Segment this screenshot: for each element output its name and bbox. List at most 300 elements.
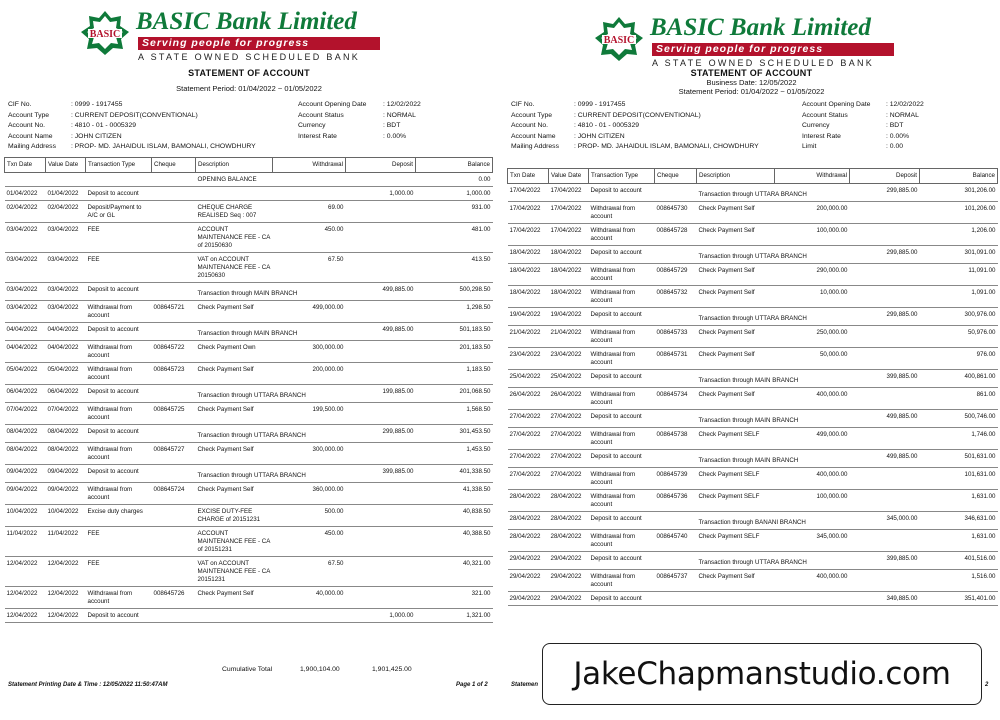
page-number: Page 1 of 2 [456, 682, 488, 688]
deposit-cell: 299,885.00 [382, 428, 414, 435]
withdrawal-cell: 40,000.00 [315, 590, 344, 597]
txn-date-cell: 17/04/2022 [509, 205, 541, 212]
table-header [508, 169, 998, 184]
interest-rate-label: Interest Rate [298, 132, 337, 140]
table-row [508, 348, 998, 370]
cheque-cell: 008645726 [153, 590, 185, 597]
txn-date-cell: 03/04/2022 [6, 304, 38, 311]
balance-cell: 1,183.50 [466, 366, 491, 373]
table-row [508, 184, 998, 202]
txn-date-cell: 18/04/2022 [509, 267, 541, 274]
value-date-cell: 17/04/2022 [550, 205, 582, 212]
cheque-cell: 008645734 [656, 391, 688, 398]
opening-date-label: Account Opening Date [802, 101, 871, 108]
txn-date-cell: 29/04/2022 [509, 555, 541, 562]
account-type-value: : CURRENT DEPOSIT(CONVENTIONAL) [71, 111, 198, 119]
cheque-cell: 008645724 [153, 486, 185, 493]
opening-date-value: : 12/02/2022 [886, 101, 924, 108]
description-cell: Check Payment SELF [698, 493, 760, 500]
col-cheque: Cheque [655, 169, 697, 184]
description-cell: Check Payment SELF [698, 431, 760, 438]
balance-cell: 1,746.00 [971, 431, 996, 438]
balance-cell: 0.00 [478, 176, 491, 183]
cif-value: : 0999 - 1917455 [71, 101, 123, 108]
cheque-cell: 008645722 [153, 344, 185, 351]
account-name-value: : JOHN CITIZEN [71, 132, 122, 140]
account-no-label: Account No. [8, 122, 46, 129]
balance-cell: 40,388.50 [462, 530, 491, 537]
cheque-cell: 008645740 [656, 533, 688, 540]
cheque-cell: 008645731 [656, 351, 688, 358]
description-cell: Check Payment SELF [698, 471, 760, 478]
withdrawal-cell: 400,000.00 [816, 573, 848, 580]
table-row [5, 323, 493, 341]
interest-rate-value: : 0.00% [886, 132, 910, 140]
statement-period: Statement Period: 01/04/2022 ~ 01/05/2022 [176, 84, 322, 93]
withdrawal-cell: 450.00 [324, 530, 344, 537]
deposit-cell: 399,885.00 [382, 468, 414, 475]
transaction-branch-note: Transaction through UTTARA BRANCH [698, 191, 807, 198]
value-date-cell: 29/04/2022 [550, 555, 582, 562]
value-date-cell: 05/04/2022 [47, 366, 79, 373]
deposit-cell: 299,885.00 [886, 187, 918, 194]
transactions-table [507, 168, 998, 606]
deposit-cell: 399,885.00 [886, 555, 918, 562]
value-date-cell: 27/04/2022 [550, 471, 582, 478]
table-row [5, 609, 493, 623]
account-no-label: Account No. [511, 122, 549, 129]
balance-cell: 400,861.00 [964, 373, 996, 380]
table-row [508, 264, 998, 286]
deposit-cell: 1,000.00 [389, 612, 414, 619]
value-date-cell: 06/04/2022 [47, 388, 79, 395]
transaction-branch-note: Transaction through UTTARA BRANCH [698, 253, 807, 260]
value-date-cell: 27/04/2022 [550, 431, 582, 438]
account-no-value: : 4810 - 01 - 0005329 [71, 122, 136, 129]
table-row [5, 341, 493, 363]
transaction-type-cell: Deposit to account [590, 555, 642, 562]
bank-header [80, 8, 400, 66]
balance-cell: 1,453.50 [466, 446, 491, 453]
balance-cell: 40,838.50 [462, 508, 491, 515]
balance-cell: 976.00 [976, 351, 996, 358]
cheque-cell: 008645728 [656, 227, 688, 234]
description-cell: Check Payment Self [197, 446, 254, 453]
cheque-cell: 008645730 [656, 205, 688, 212]
value-date-cell: 17/04/2022 [550, 227, 582, 234]
table-row [508, 490, 998, 512]
balance-cell: 1,000.00 [466, 190, 491, 197]
txn-date-cell: 18/04/2022 [509, 289, 541, 296]
table-row [5, 505, 493, 527]
transaction-type-cell: Deposit to account [87, 286, 139, 293]
description-cell: ACCOUNT MAINTENANCE FEE - CA of 20150630 [197, 226, 271, 249]
value-date-cell: 02/04/2022 [47, 204, 79, 211]
value-date-cell: 12/04/2022 [47, 590, 79, 597]
balance-cell: 346,631.00 [964, 515, 996, 522]
balance-cell: 301,206.00 [964, 187, 996, 194]
table-row [508, 246, 998, 264]
txn-date-cell: 04/04/2022 [6, 344, 38, 351]
business-date: Business Date: 12/05/2022 [706, 78, 797, 87]
table-row [508, 410, 998, 428]
transaction-type-cell: Withdrawal from account [87, 446, 133, 461]
interest-rate-label: Interest Rate [802, 132, 841, 140]
table-row [5, 283, 493, 301]
statement-page-2 [503, 0, 1000, 720]
balance-cell: 50,976.00 [967, 329, 996, 336]
cheque-cell: 008645732 [656, 289, 688, 296]
balance-cell: 101,206.00 [964, 205, 996, 212]
table-row [5, 301, 493, 323]
balance-cell: 1,091.00 [971, 289, 996, 296]
mailing-address-label: Mailing Address [511, 143, 559, 150]
transaction-type-cell: Withdrawal from account [590, 227, 636, 242]
value-date-cell: 04/04/2022 [47, 344, 79, 351]
account-info [8, 100, 488, 153]
balance-cell: 861.00 [976, 391, 996, 398]
col-value-date: Value Date [46, 158, 86, 173]
mailing-address-value: : PROP- MD. JAHAIDUL ISLAM, BAMONALI, CHOWDHURY [574, 143, 759, 150]
table-row [5, 465, 493, 483]
value-date-cell: 11/04/2022 [47, 530, 79, 537]
description-cell: Check Payment Self [197, 406, 254, 413]
transaction-type-cell: Withdrawal from account [87, 486, 133, 501]
bank-state-line: A STATE OWNED SCHEDULED BANK [138, 52, 361, 62]
description-cell: ACCOUNT MAINTENANCE FEE - CA of 20151231 [197, 530, 271, 553]
txn-date-cell: 05/04/2022 [6, 366, 38, 373]
balance-cell: 300,976.00 [964, 311, 996, 318]
transaction-type-cell: Withdrawal from account [590, 267, 636, 282]
txn-date-cell: 09/04/2022 [6, 468, 38, 475]
description-cell: Check Payment Self [698, 267, 755, 274]
transaction-type-cell: Deposit to account [87, 388, 139, 395]
logo-text: BASIC [603, 35, 635, 46]
interest-rate-value: : 0.00% [383, 132, 407, 140]
currency-label: Currency [298, 122, 326, 129]
balance-cell: 1,631.00 [971, 533, 996, 540]
transaction-type-cell: Deposit/Payment to A/C or GL [87, 204, 142, 219]
description-cell: Check Payment Self [197, 366, 254, 373]
table-row [5, 557, 493, 587]
withdrawal-cell: 300,000.00 [312, 446, 344, 453]
deposit-cell: 345,000.00 [886, 515, 918, 522]
limit-label: Limit [802, 143, 817, 150]
table-row [508, 570, 998, 592]
statement-page-1 [0, 0, 498, 720]
table-row [508, 388, 998, 410]
withdrawal-cell: 500.00 [324, 508, 344, 515]
bank-tagline: Serving people for progress [652, 43, 894, 56]
bank-logo-icon [594, 16, 644, 62]
table-row [5, 443, 493, 465]
col-deposit: Deposit [850, 169, 920, 184]
table-row [508, 428, 998, 450]
balance-cell: 201,068.50 [459, 388, 491, 395]
txn-date-cell: 17/04/2022 [509, 187, 541, 194]
value-date-cell: 25/04/2022 [550, 373, 582, 380]
transaction-type-cell: Withdrawal from account [590, 431, 636, 446]
value-date-cell: 03/04/2022 [47, 226, 79, 233]
balance-cell: 41,338.50 [462, 486, 491, 493]
transaction-type-cell: Excise duty charges [87, 508, 143, 515]
withdrawal-cell: 50,000.00 [819, 351, 848, 358]
account-status-label: Account Status [802, 111, 848, 119]
value-date-cell: 04/04/2022 [47, 326, 79, 333]
bank-header [594, 14, 914, 72]
bank-logo-icon [80, 10, 130, 56]
transaction-type-cell: Deposit to account [87, 612, 139, 619]
value-date-cell: 08/04/2022 [47, 428, 79, 435]
transaction-type-cell: Deposit to account [590, 453, 642, 460]
cif-label: CIF No. [8, 101, 32, 108]
balance-cell: 1,631.00 [971, 493, 996, 500]
col-description: Description [196, 158, 273, 173]
table-row [508, 450, 998, 468]
description-cell: CHEQUE CHARGE REALISED Seq : 007 [197, 204, 257, 219]
transaction-type-cell: FEE [87, 256, 100, 263]
txn-date-cell: 21/04/2022 [509, 329, 541, 336]
account-name-value: : JOHN CITIZEN [574, 132, 625, 140]
txn-date-cell: 17/04/2022 [509, 227, 541, 234]
txn-date-cell: 28/04/2022 [509, 493, 541, 500]
deposit-cell: 499,885.00 [886, 453, 918, 460]
logo-text: BASIC [89, 29, 121, 40]
table-row [5, 223, 493, 253]
table-row [5, 253, 493, 283]
balance-cell: 101,631.00 [964, 471, 996, 478]
description-cell: Check Payment Own [197, 344, 256, 351]
deposit-cell: 299,885.00 [886, 311, 918, 318]
withdrawal-cell: 100,000.00 [816, 227, 848, 234]
cheque-cell: 008645729 [656, 267, 688, 274]
txn-date-cell: 03/04/2022 [6, 226, 38, 233]
table-row [5, 483, 493, 505]
table-row [5, 173, 493, 187]
col-description: Description [697, 169, 775, 184]
value-date-cell: 09/04/2022 [47, 468, 79, 475]
mailing-address-label: Mailing Address [8, 143, 56, 150]
value-date-cell: 27/04/2022 [550, 413, 582, 420]
col-withdrawal: Withdrawal [273, 158, 346, 173]
description-cell: OPENING BALANCE [197, 176, 257, 183]
description-cell: Check Payment Self [698, 289, 755, 296]
balance-cell: 201,183.50 [459, 344, 491, 351]
col-value-date: Value Date [549, 169, 589, 184]
txn-date-cell: 08/04/2022 [6, 446, 38, 453]
transaction-branch-note: Transaction through UTTARA BRANCH [197, 432, 306, 439]
description-cell: Check Payment Self [197, 486, 254, 493]
limit-value: : 0.00 [886, 143, 904, 150]
table-row [508, 530, 998, 552]
balance-cell: 11,091.00 [968, 267, 996, 274]
opening-date-label: Account Opening Date [298, 101, 367, 108]
transaction-type-cell: Withdrawal from account [590, 289, 636, 304]
deposit-cell: 299,885.00 [886, 249, 918, 256]
transaction-type-cell: Deposit to account [590, 187, 642, 194]
table-row [508, 468, 998, 490]
txn-date-cell: 03/04/2022 [6, 256, 38, 263]
txn-date-cell: 29/04/2022 [509, 573, 541, 580]
txn-date-cell: 28/04/2022 [509, 515, 541, 522]
withdrawal-cell: 300,000.00 [312, 344, 344, 351]
value-date-cell: 29/04/2022 [550, 573, 582, 580]
transaction-branch-note: Transaction through MAIN BRANCH [698, 457, 799, 464]
deposit-cell: 199,885.00 [382, 388, 414, 395]
value-date-cell: 19/04/2022 [550, 311, 582, 318]
value-date-cell: 28/04/2022 [550, 515, 582, 522]
transaction-branch-note: Transaction through UTTARA BRANCH [698, 315, 807, 322]
description-cell: VAT on ACCOUNT MAINTENANCE FEE - CA 20151231 [197, 560, 271, 583]
value-date-cell: 12/04/2022 [47, 612, 79, 619]
transaction-type-cell: Withdrawal from account [87, 304, 133, 319]
statement-title: STATEMENT OF ACCOUNT [188, 68, 310, 78]
table-header [5, 158, 493, 173]
withdrawal-cell: 69.00 [328, 204, 344, 211]
deposit-cell: 1,000.00 [389, 190, 414, 197]
col-txn-date: Txn Date [5, 158, 46, 173]
transaction-type-cell: Deposit to account [87, 190, 139, 197]
balance-cell: 321.00 [471, 590, 491, 597]
value-date-cell: 23/04/2022 [550, 351, 582, 358]
value-date-cell: 12/04/2022 [47, 560, 79, 567]
txn-date-cell: 29/04/2022 [509, 595, 541, 602]
table-row [508, 552, 998, 570]
transaction-branch-note: Transaction through UTTARA BRANCH [197, 392, 306, 399]
txn-date-cell: 27/04/2022 [509, 413, 541, 420]
transaction-type-cell: Deposit to account [590, 413, 642, 420]
description-cell: Check Payment SELF [698, 533, 760, 540]
printing-date-footer: Statement Printing Date & Time : 12/05/2022 11:50:47AM [8, 682, 168, 688]
balance-cell: 401,338.50 [459, 468, 491, 475]
value-date-cell: 28/04/2022 [550, 533, 582, 540]
value-date-cell: 21/04/2022 [550, 329, 582, 336]
description-cell: Check Payment Self [698, 205, 755, 212]
transaction-type-cell: Withdrawal from account [590, 493, 636, 508]
value-date-cell: 03/04/2022 [47, 256, 79, 263]
account-no-value: : 4810 - 01 - 0005329 [574, 122, 639, 129]
value-date-cell: 08/04/2022 [47, 446, 79, 453]
withdrawal-cell: 450.00 [324, 226, 344, 233]
txn-date-cell: 07/04/2022 [6, 406, 38, 413]
statement-title-block [0, 68, 498, 93]
withdrawal-cell: 345,000.00 [816, 533, 848, 540]
statement-title-block [503, 68, 1000, 96]
balance-cell: 500,298.50 [459, 286, 491, 293]
value-date-cell: 18/04/2022 [550, 267, 582, 274]
transaction-branch-note: Transaction through MAIN BRANCH [197, 290, 298, 297]
balance-cell: 1,206.00 [971, 227, 996, 234]
deposit-cell: 499,885.00 [382, 286, 414, 293]
withdrawal-cell: 67.50 [328, 256, 344, 263]
txn-date-cell: 18/04/2022 [509, 249, 541, 256]
col-balance: Balance [416, 158, 493, 173]
col-txn-date: Txn Date [508, 169, 549, 184]
account-type-label: Account Type [8, 111, 50, 119]
txn-date-cell: 01/04/2022 [6, 190, 38, 197]
transaction-branch-note: Transaction through MAIN BRANCH [698, 417, 799, 424]
account-type-label: Account Type [511, 111, 553, 119]
transaction-branch-note: Transaction through UTTARA BRANCH [698, 559, 807, 566]
table-row [508, 308, 998, 326]
cheque-cell: 008645739 [656, 471, 688, 478]
balance-cell: 40,321.00 [462, 560, 491, 567]
balance-cell: 501,183.50 [459, 326, 491, 333]
description-cell: Check Payment Self [698, 351, 755, 358]
value-date-cell: 09/04/2022 [47, 486, 79, 493]
txn-date-cell: 27/04/2022 [509, 431, 541, 438]
transaction-type-cell: FEE [87, 226, 100, 233]
statement-period: Statement Period: 01/04/2022 ~ 01/05/2022 [678, 87, 825, 96]
mailing-address-value: : PROP- MD. JAHAIDUL ISLAM, BAMONALI, CHOWDHURY [71, 143, 256, 150]
value-date-cell: 10/04/2022 [47, 508, 79, 515]
transaction-branch-note: Transaction through UTTARA BRANCH [197, 472, 306, 479]
opening-date-value: : 12/02/2022 [383, 101, 421, 108]
transaction-type-cell: Withdrawal from account [590, 391, 636, 406]
transaction-type-cell: FEE [87, 560, 100, 567]
bank-tagline: Serving people for progress [138, 37, 380, 50]
deposit-cell: 499,885.00 [382, 326, 414, 333]
txn-date-cell: 10/04/2022 [6, 508, 38, 515]
transaction-type-cell: Deposit to account [590, 373, 642, 380]
txn-date-cell: 11/04/2022 [6, 530, 38, 537]
table-row [508, 224, 998, 246]
col-balance: Balance [920, 169, 998, 184]
transaction-type-cell: Withdrawal from account [87, 590, 133, 605]
balance-cell: 931.00 [471, 204, 491, 211]
balance-cell: 1,516.00 [971, 573, 996, 580]
cumulative-total-label: Cumulative Total [222, 666, 273, 673]
table-row [508, 370, 998, 388]
transaction-type-cell: Withdrawal from account [87, 406, 133, 421]
withdrawal-cell: 200,000.00 [816, 205, 848, 212]
table-row [5, 527, 493, 557]
cheque-cell: 008645737 [656, 573, 688, 580]
balance-cell: 1,298.50 [466, 304, 491, 311]
cif-value: : 0999 - 1917455 [574, 101, 626, 108]
description-cell: Check Payment Self [698, 227, 755, 234]
printing-date-footer-partial: Statemen [511, 682, 539, 688]
txn-date-cell: 12/04/2022 [6, 612, 38, 619]
txn-date-cell: 23/04/2022 [509, 351, 541, 358]
account-status-value: : NORMAL [886, 111, 919, 119]
table-row [5, 201, 493, 223]
transaction-type-cell: Withdrawal from account [590, 573, 636, 588]
txn-date-cell: 27/04/2022 [509, 453, 541, 460]
bank-name: BASIC Bank Limited [136, 8, 357, 35]
balance-cell: 500,746.00 [964, 413, 996, 420]
cif-label: CIF No. [511, 101, 535, 108]
cumulative-deposit: 1,901,425.00 [372, 666, 412, 673]
txn-date-cell: 28/04/2022 [509, 533, 541, 540]
table-row [5, 425, 493, 443]
account-info [511, 100, 991, 153]
withdrawal-cell: 499,000.00 [816, 431, 848, 438]
balance-cell: 413.50 [471, 256, 491, 263]
withdrawal-cell: 400,000.00 [816, 471, 848, 478]
description-cell: VAT on ACCOUNT MAINTENANCE FEE - CA 20150630 [197, 256, 271, 279]
balance-cell: 481.00 [471, 226, 491, 233]
cheque-cell: 008645727 [153, 446, 185, 453]
transaction-type-cell: Deposit to account [87, 468, 139, 475]
currency-label: Currency [802, 122, 830, 129]
col-cheque: Cheque [152, 158, 196, 173]
transaction-type-cell: Withdrawal from account [590, 533, 636, 548]
txn-date-cell: 08/04/2022 [6, 428, 38, 435]
table-row [508, 592, 998, 606]
transaction-type-cell: Withdrawal from account [87, 344, 133, 359]
deposit-cell: 499,885.00 [886, 413, 918, 420]
